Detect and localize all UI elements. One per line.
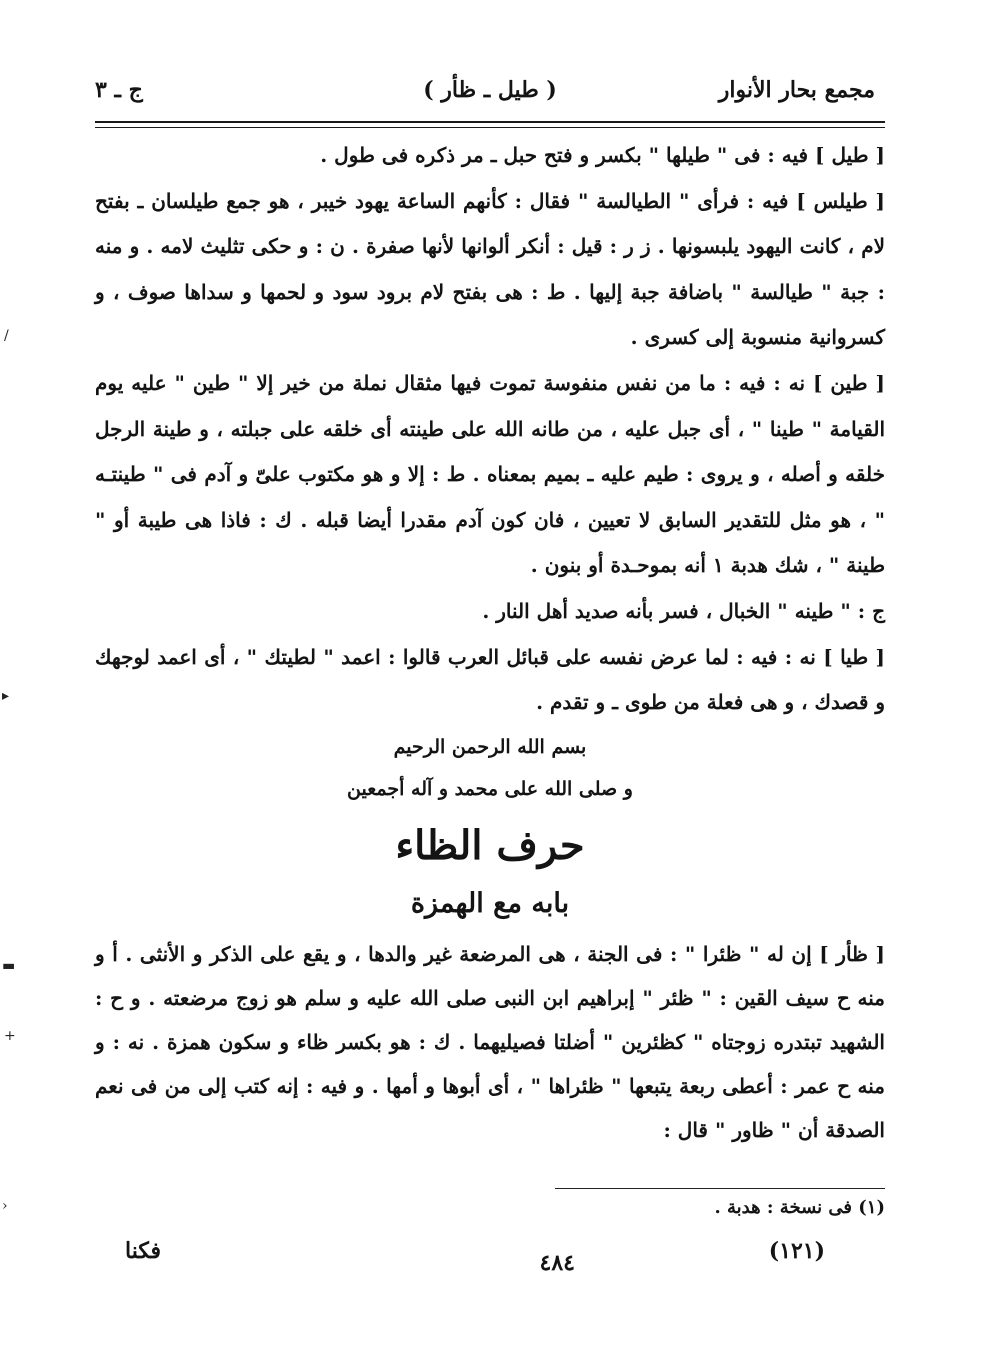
signature-mark: (١٢١) xyxy=(768,1238,825,1264)
footnote: (١) فى نسخة : هدبة . xyxy=(714,1197,885,1218)
entry-tin: [ طين ] نه : فيه : ما من نفس منفوسة تموت فيها مثقال نملة من خير إلا " طين " عليه يوم القيامة " طينا " ، أى جبل عليه ، من طانه الله على طينته أى خلقه على جبلته ، و طينة الرجل خلقه و أصله ، و يروى : طيم عليه ـ بميم بمعناه . ط : إلا و هو مكتوب علىّ و آدم فى " طينتـه " ، هو مثل للتقدير السابق لا تعيين ، فان كون آدم مقدرا أيضا قبله . ك : فاذا هى طيبة أو " طينة " ، شك هدبة ١ أنه بموحـدة أو بنون . xyxy=(95,370,885,578)
margin-mark: › xyxy=(2,1198,8,1214)
footnote-rule xyxy=(555,1188,885,1189)
book-title: مجمع بحار الأنوار xyxy=(718,77,875,103)
margin-mark: ▸ xyxy=(2,688,10,704)
salawat: و صلى الله على محمد و آله أجمعين xyxy=(347,777,633,800)
entry-taylas: [ طيلس ] فيه : فرأى " الطيالسة " فقال : كأنهم الساعة يهود خيبر ، هو جمع طيلسان ـ بفتح لام ، كانت اليهود يلبسونها . ز ر : قيل : أنكر ألوانها لأنها صفرة . ن : و حكى تثليث لامه . و منه : جبة " طيالسة " باضافة جبة إليها . ط : هى بفتح لام برود سود و لحمها و سداها صوف ، و كسروانية منسوبة إلى كسرى . xyxy=(95,188,885,350)
entry-tayl: [ طيل ] فيه : فى " طيلها " بكسر و فتح حبل ـ مر ذكره فى طول . xyxy=(320,143,885,167)
section-title: بابه مع الهمزة xyxy=(410,887,570,919)
entry-range: ( طيل ـ ظأر ) xyxy=(423,77,557,103)
running-header xyxy=(95,67,885,117)
entry-tin-continued: ج : " طينه " الخبال ، فسر بأنه صديد أهل النار . xyxy=(482,598,885,623)
main-text xyxy=(95,133,885,1152)
chapter-title: حرف الظاء xyxy=(395,821,585,869)
margin-mark: ▬ xyxy=(2,958,16,974)
catchword: فكنا xyxy=(125,1238,162,1264)
basmala: بسم الله الرحمن الرحيم xyxy=(393,735,587,758)
entry-zaar: [ ظأر ] إن له " ظئرا " : فى الجنة ، هى المرضعة غير والدها ، و يقع على الذكر و الأنثى . أ و منه ح سيف القين : " ظئر " إبراهيم ابن النبى صلى الله عليه و سلم هو زوج مرضعته . و ح : الشهيد تبتدره زوجتاه " كظئرين " أضلتا فصيليهما . ك : هو بكسر ظاء و سكون همزة . نه : و منه ح عمر : أعطى ربعة يتبعها " ظئراها " ، أى أبوها و أمها . و فيه : إنه كتب إلى من فى نعم الصدقة أن " ظاور " قال : xyxy=(95,941,885,1142)
page-number: ٤٨٤ xyxy=(539,1250,575,1276)
page-footer xyxy=(95,1230,885,1290)
margin-mark: / xyxy=(4,328,9,344)
margin-mark: + xyxy=(4,1028,16,1044)
volume-label: ج ـ ٣ xyxy=(95,77,143,103)
entry-tayya: [ طيا ] نه : فيه : لما عرض نفسه على قبائل العرب قالوا : اعمد " لطيتك " ، أى اعمد لوجهك و قصدك ، و هى فعلة من طوى ـ و تقدم . xyxy=(95,644,885,715)
header-rule xyxy=(95,121,885,128)
document-page xyxy=(95,55,885,1325)
